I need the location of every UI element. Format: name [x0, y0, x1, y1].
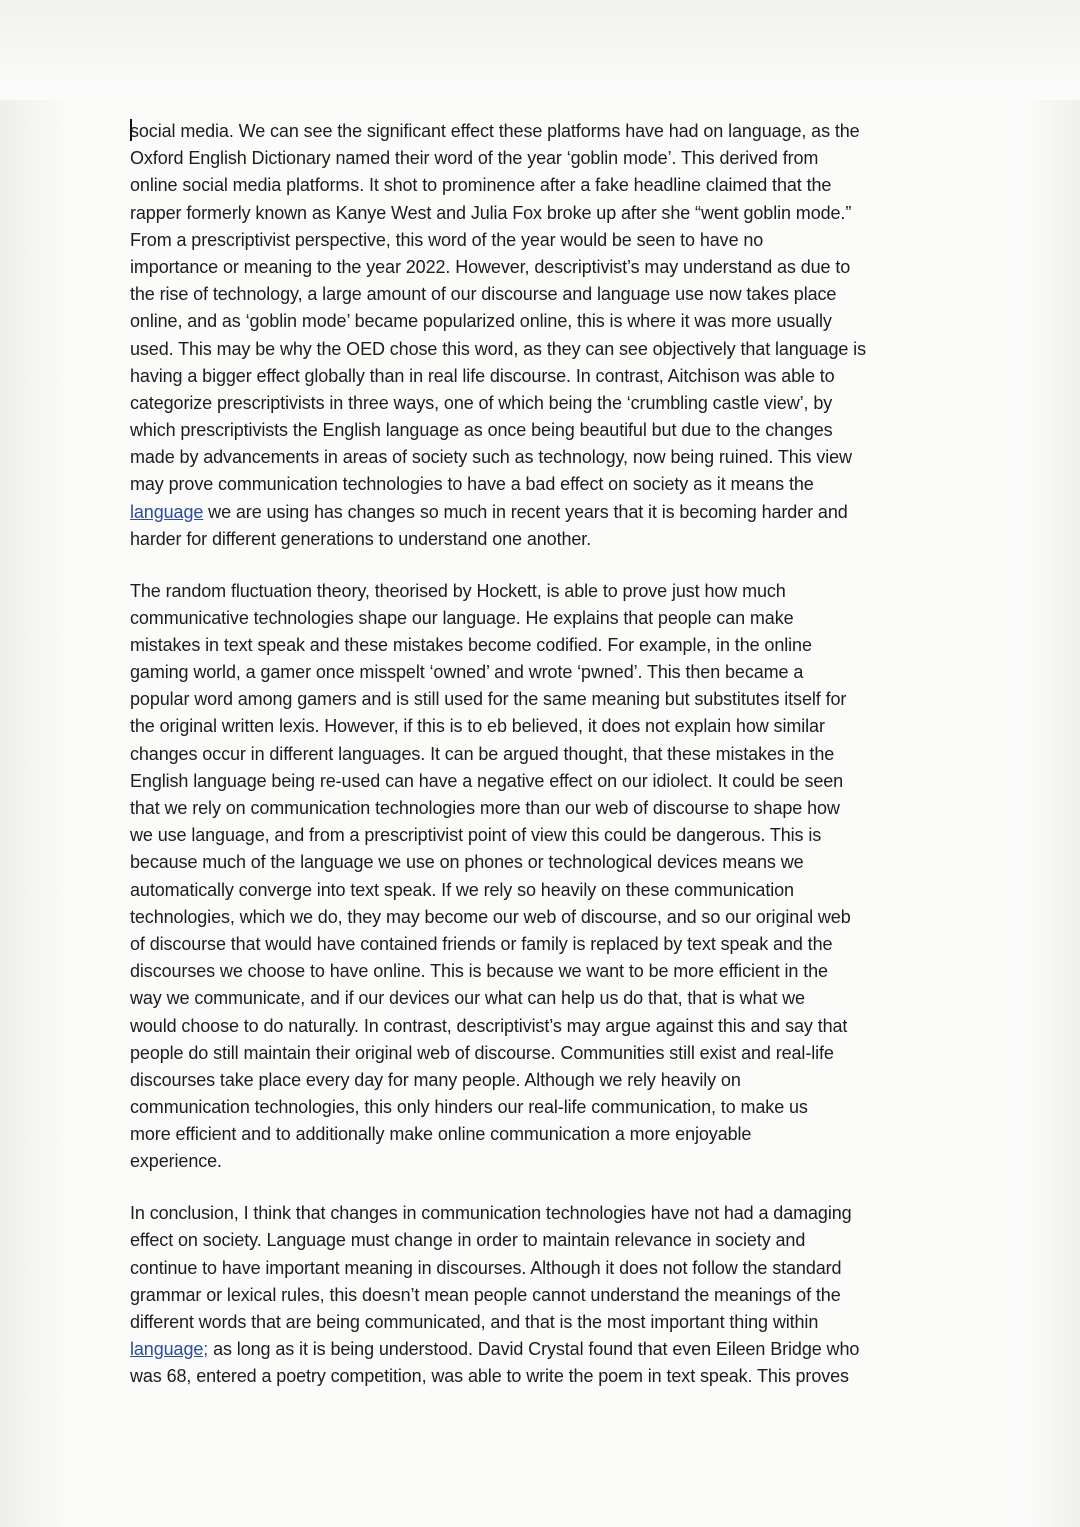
line-text: changes occur in different languages. It can be argued thought, that these mistakes in the — [130, 743, 835, 764]
line-text: having a bigger effect globally than in real life discourse. In contrast, Aitchison was able to — [130, 365, 835, 386]
text-line — [130, 1336, 960, 1363]
text-line — [130, 499, 960, 526]
text-line — [130, 1200, 960, 1227]
line-text: English language being re-used can have a negative effect on our idiolect. It could be seen — [130, 770, 844, 791]
scan-shadow-right — [1020, 0, 1080, 1527]
line-text: that we rely on communication technologies more than our web of discourse to shape how — [130, 798, 840, 818]
line-text: was 68, entered a poetry competition, was able to write the poem in text speak. This proves — [130, 1366, 849, 1387]
text-line — [130, 471, 960, 498]
text-line — [130, 713, 960, 740]
text-line — [130, 1309, 960, 1336]
text-line — [130, 605, 960, 632]
text-line — [130, 390, 960, 417]
line-text: grammar or lexical rules, this doesn’t mean people cannot understand the meanings of the — [130, 1284, 841, 1305]
scan-shadow-top — [0, 0, 1080, 100]
text-line — [130, 1227, 960, 1254]
text-line — [130, 308, 960, 335]
text-line — [130, 1282, 960, 1309]
text-line — [130, 904, 960, 931]
text-line — [130, 632, 960, 659]
line-text: communicative technologies shape our language. He explains that people can make — [130, 607, 794, 628]
text-line — [130, 849, 960, 876]
line-text: In conclusion, I think that changes in communication technologies have not had a damaging — [130, 1203, 852, 1224]
line-text: would choose to do naturally. In contrast, descriptivist’s may argue against this and say that — [130, 1015, 848, 1036]
text-line — [130, 985, 960, 1012]
scan-shadow-left — [0, 0, 70, 1527]
paragraph — [130, 1200, 960, 1390]
text-line — [130, 768, 960, 795]
text-line — [130, 795, 960, 822]
line-text: as long as it is being understood. David Crystal found that even Eileen Bridge who — [208, 1339, 860, 1360]
spellcheck-underlined-word[interactable]: language; — [130, 1339, 209, 1360]
text-line — [130, 1148, 960, 1175]
text-line — [130, 1013, 960, 1040]
paragraph — [130, 578, 960, 1176]
line-text: social media. We can see the significant effect these platforms have had on language, as the — [130, 121, 860, 141]
text-line — [130, 336, 960, 363]
line-text: we are using has changes so much in recent years that it is becoming harder and — [203, 501, 848, 522]
line-text: harder for different generations to understand one another. — [130, 528, 592, 549]
line-text: people do still maintain their original web of discourse. Communities still exist and real-life — [130, 1042, 834, 1063]
spellcheck-underlined-word[interactable]: language — [130, 501, 204, 522]
text-line — [130, 145, 960, 172]
text-line — [130, 958, 960, 985]
line-text: the rise of technology, a large amount of our discourse and language use now takes place — [130, 284, 837, 305]
text-line — [130, 254, 960, 281]
line-text: continue to have important meaning in discourses. Although it does not follow the standard — [130, 1257, 842, 1278]
line-text: we use language, and from a prescriptivist point of view this could be dangerous. This is — [130, 825, 822, 846]
line-text: effect on society. Language must change in order to maintain relevance in society and — [130, 1230, 806, 1251]
line-text: gaming world, a gamer once misspelt ‘owned’ and wrote ‘pwned’. This then became a — [130, 662, 804, 683]
text-line — [130, 659, 960, 686]
line-text: categorize prescriptivists in three ways, one of which being the ‘crumbling castle view’, by — [130, 392, 833, 413]
line-text: because much of the language we use on phones or technological devices means we — [130, 852, 804, 873]
line-text: discourses we choose to have online. This is because we want to be more efficient in the — [130, 961, 828, 982]
text-line — [130, 526, 960, 553]
line-text: which prescriptivists the English language as once being beautiful but due to the changes — [130, 420, 833, 441]
text-line — [130, 1255, 960, 1282]
text-line — [130, 118, 960, 145]
line-text: way we communicate, and if our devices our what can help us do that, that is what we — [130, 988, 805, 1009]
text-line — [130, 822, 960, 849]
text-line — [130, 417, 960, 444]
text-line — [130, 578, 960, 605]
text-line — [130, 1121, 960, 1148]
line-text: From a prescriptivist perspective, this word of the year would be seen to have no — [130, 229, 764, 250]
line-text: communication technologies, this only hinders our real-life communication, to make us — [130, 1097, 808, 1118]
line-text: technologies, which we do, they may become our web of discourse, and so our original web — [130, 906, 851, 927]
text-line — [130, 877, 960, 904]
text-line — [130, 227, 960, 254]
line-text: used. This may be why the OED chose this word, as they can see objectively that language is — [130, 338, 866, 359]
line-text: more efficient and to additionally make online communication a more enjoyable — [130, 1124, 752, 1145]
essay-body — [130, 118, 960, 1415]
line-text: experience. — [130, 1151, 222, 1172]
text-line — [130, 281, 960, 308]
text-line — [130, 931, 960, 958]
line-text: may prove communication technologies to have a bad effect on society as it means the — [130, 474, 814, 495]
line-text: rapper formerly known as Kanye West and Julia Fox broke up after she “went goblin mode.” — [130, 202, 852, 223]
line-text: discourses take place every day for many people. Although we rely heavily on — [130, 1069, 741, 1090]
line-text: automatically converge into text speak. If we rely so heavily on these communication — [130, 879, 794, 900]
text-line — [130, 1363, 960, 1390]
line-text: importance or meaning to the year 2022. However, descriptivist’s may understand as due to — [130, 256, 851, 277]
text-line — [130, 686, 960, 713]
text-line — [130, 444, 960, 471]
line-text: online social media platforms. It shot to prominence after a fake headline claimed that the — [130, 175, 832, 196]
text-line — [130, 200, 960, 227]
text-line — [130, 172, 960, 199]
paragraph — [130, 118, 960, 553]
line-text: online, and as ‘goblin mode’ became popularized online, this is where it was more usually — [130, 311, 832, 332]
text-line — [130, 1040, 960, 1067]
line-text: popular word among gamers and is still used for the same meaning but substitutes itself for — [130, 689, 847, 710]
line-text: made by advancements in areas of society such as technology, now being ruined. This view — [130, 447, 852, 468]
text-line — [130, 1067, 960, 1094]
line-text: of discourse that would have contained friends or family is replaced by text speak and the — [130, 933, 833, 954]
line-text: the original written lexis. However, if this is to eb believed, it does not explain how similar — [130, 716, 825, 737]
text-line — [130, 363, 960, 390]
line-text: Oxford English Dictionary named their word of the year ‘goblin mode’. This derived from — [130, 148, 819, 169]
text-line — [130, 1094, 960, 1121]
line-text: mistakes in text speak and these mistakes become codified. For example, in the online — [130, 634, 812, 655]
line-text: different words that are being communicated, and that is the most important thing within — [130, 1311, 819, 1332]
line-text: The random fluctuation theory, theorised by Hockett, is able to prove just how much — [130, 580, 786, 601]
text-line — [130, 741, 960, 768]
